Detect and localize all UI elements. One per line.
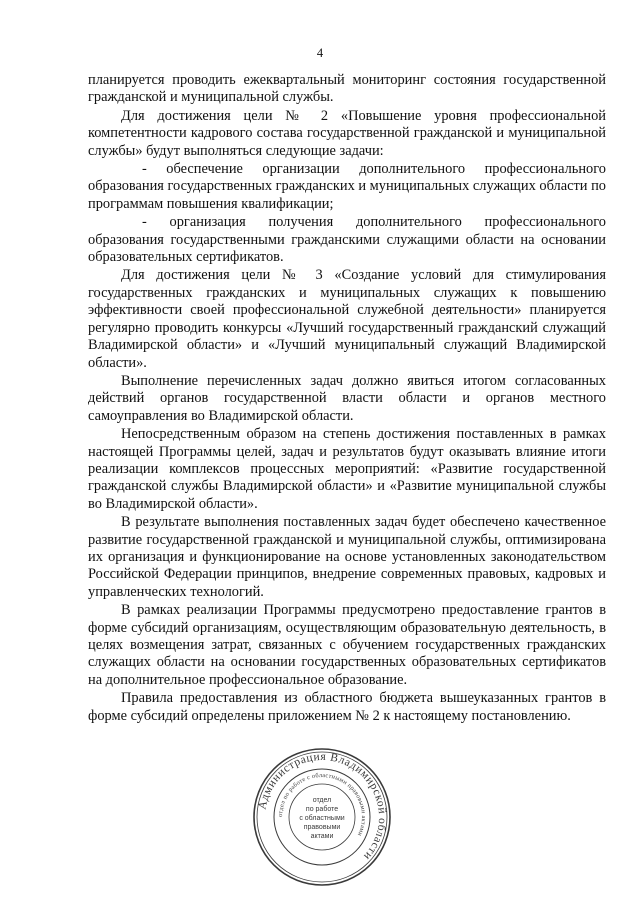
paragraph: Для достижения цели № 2 «Повышение уровня профессиональной компетентности кадрового состава государственной гражданской и муниципальной службы» будут выполняться следующие задачи: (88, 107, 606, 159)
stamp-center-line: по работе (305, 806, 339, 813)
list-item: - обеспечение организации дополнительного профессионального образования государственных гражданских и муниципальных служащих области по программам повышения квалификации; (88, 161, 606, 212)
stamp-center-line: правовыми (303, 824, 341, 831)
document-body (88, 72, 606, 726)
paragraph: планируется проводить ежеквартальный мониторинг состояния государственной гражданской и муниципальной службы. (88, 72, 606, 106)
list-item: - организация получения дополнительного профессионального образования государственными гражданскими служащими области на основании образовательных сертификатов. (88, 214, 606, 266)
stamp-graphic (251, 746, 393, 888)
stamp-center-line: актами (310, 833, 334, 840)
paragraph: В результате выполнения поставленных задач будет обеспечено качественное развитие государственной гражданской и муниципальной службы, оптимизирована их организация и функционирование на основе установленных законодательством Российской Федерации принципов, внедрение современных правовых, кадровых и управленческих технологий. (88, 514, 606, 600)
paragraph: Выполнение перечисленных задач должно явиться итогом согласованных действий органов государственной власти области и органов местного самоуправления во Владимирской области. (88, 372, 606, 424)
official-stamp (251, 746, 393, 888)
paragraph: Для достижения цели № 3 «Создание условий для стимулирования государственных гражданских и муниципальных служащих к повышению эффективности своей профессиональной служебной деятельности» планируется регулярно проводить конкурсы «Лучший государственный гражданский служащий Владимирской области» и «Лучший муниципальный служащий Владимирской области». (88, 267, 606, 371)
stamp-outer-text: Администрация Владимирской области (256, 750, 389, 863)
stamp-ring-text: отдел по работе с областными правовыми актами (276, 771, 368, 838)
stamp-center-line: с областными (299, 815, 345, 822)
paragraph: Правила предоставления из областного бюджета вышеуказанных грантов в форме субсидий определены приложением № 2 к настоящему постановлению. (88, 690, 606, 724)
paragraph: В рамках реализации Программы предусмотрено предоставление грантов в форме субсидий организациям, осуществляющим образовательную деятельность, в целях возмещения затрат, связанных с обучением государственных гражданских служащих области на основании государственных образовательных сертификатов на дополнительное профессиональное образование. (88, 602, 606, 688)
stamp-center-line: отдел (312, 797, 332, 804)
paragraph: Непосредственным образом на степень достижения поставленных в рамках настоящей Программы целей, задач и результатов будут оказывать влияние итоги реализации комплексов процессных мероприятий: «Развитие государственной гражданской службы Владимирской области» и «Развитие муниципальной службы во Владимирской области». (88, 426, 606, 512)
page-number: 4 (316, 46, 324, 60)
